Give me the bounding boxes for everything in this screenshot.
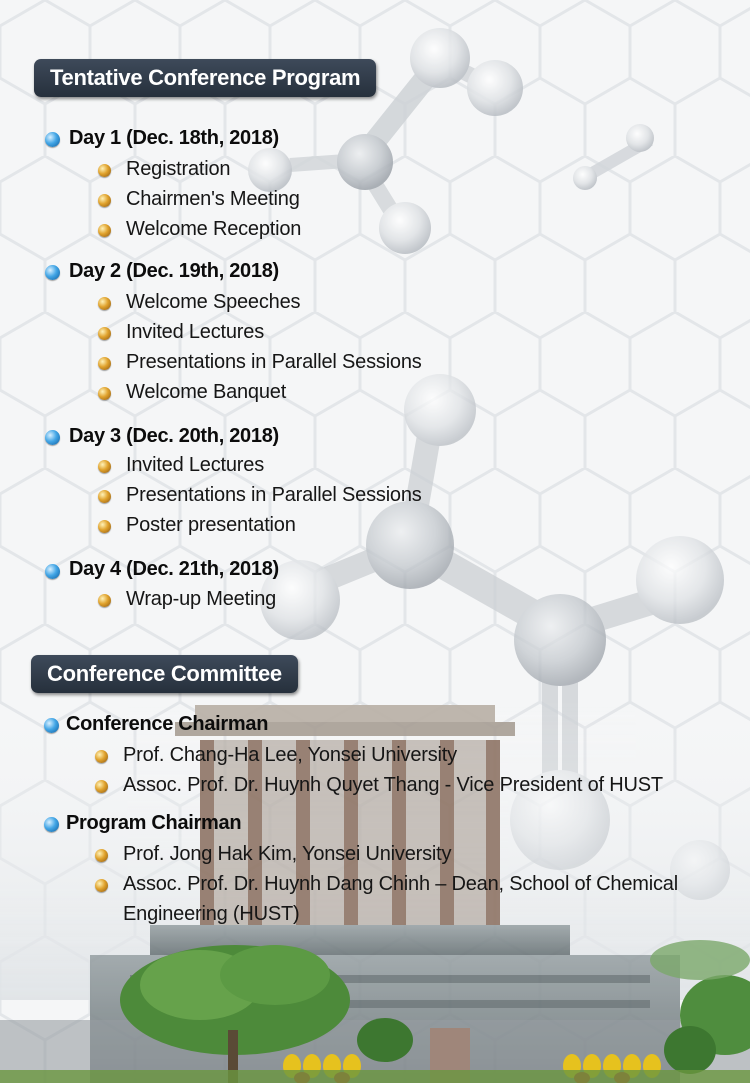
gold-bullet-icon bbox=[98, 387, 111, 400]
gold-bullet-icon bbox=[98, 297, 111, 310]
committee-member: Assoc. Prof. Dr. Huynh Dang Chinh – Dean, School of Chemical Engineering (HUST) bbox=[123, 873, 678, 925]
gold-bullet-icon bbox=[98, 460, 111, 473]
gold-bullet-icon bbox=[95, 879, 108, 892]
program-item: Poster presentation bbox=[126, 514, 296, 536]
gold-bullet-icon bbox=[98, 194, 111, 207]
program-item: Registration bbox=[126, 158, 231, 180]
program-item: Welcome Banquet bbox=[126, 381, 287, 403]
program-item: Chairmen's Meeting bbox=[126, 188, 300, 210]
gold-bullet-icon bbox=[95, 849, 108, 862]
committee-section-header: Conference Committee bbox=[31, 655, 298, 693]
gold-bullet-icon bbox=[98, 357, 111, 370]
program-item: Welcome Reception bbox=[126, 218, 302, 240]
program-item: Invited Lectures bbox=[126, 321, 264, 343]
program-item: Presentations in Parallel Sessions bbox=[126, 351, 422, 373]
program-item: Invited Lectures bbox=[126, 454, 264, 476]
day-bullet-icon bbox=[45, 564, 60, 579]
gold-bullet-icon bbox=[98, 224, 111, 237]
group-bullet-icon bbox=[44, 718, 59, 733]
gold-bullet-icon bbox=[98, 594, 111, 607]
gold-bullet-icon bbox=[95, 780, 108, 793]
conference-chairman-heading: Conference Chairman bbox=[66, 713, 269, 735]
day-4-heading: Day 4 (Dec. 21th, 2018) bbox=[69, 558, 279, 580]
day-2-heading: Day 2 (Dec. 19th, 2018) bbox=[69, 260, 279, 282]
gold-bullet-icon bbox=[98, 327, 111, 340]
program-item: Presentations in Parallel Sessions bbox=[126, 484, 422, 506]
program-item: Wrap-up Meeting bbox=[126, 588, 277, 610]
day-bullet-icon bbox=[45, 265, 60, 280]
gold-bullet-icon bbox=[95, 750, 108, 763]
day-bullet-icon bbox=[45, 430, 60, 445]
committee-member: Prof. Jong Hak Kim, Yonsei University bbox=[123, 843, 452, 865]
day-bullet-icon bbox=[45, 132, 60, 147]
program-chairman-heading: Program Chairman bbox=[66, 812, 242, 834]
group-bullet-icon bbox=[44, 817, 59, 832]
gold-bullet-icon bbox=[98, 490, 111, 503]
day-3-heading: Day 3 (Dec. 20th, 2018) bbox=[69, 425, 279, 447]
gold-bullet-icon bbox=[98, 520, 111, 533]
program-section-header: Tentative Conference Program bbox=[34, 59, 376, 97]
program-item: Welcome Speeches bbox=[126, 291, 301, 313]
day-1-heading: Day 1 (Dec. 18th, 2018) bbox=[69, 127, 279, 149]
gold-bullet-icon bbox=[98, 164, 111, 177]
committee-member: Assoc. Prof. Dr. Huynh Quyet Thang - Vice President of HUST bbox=[123, 774, 663, 796]
committee-member: Prof. Chang-Ha Lee, Yonsei University bbox=[123, 744, 457, 766]
